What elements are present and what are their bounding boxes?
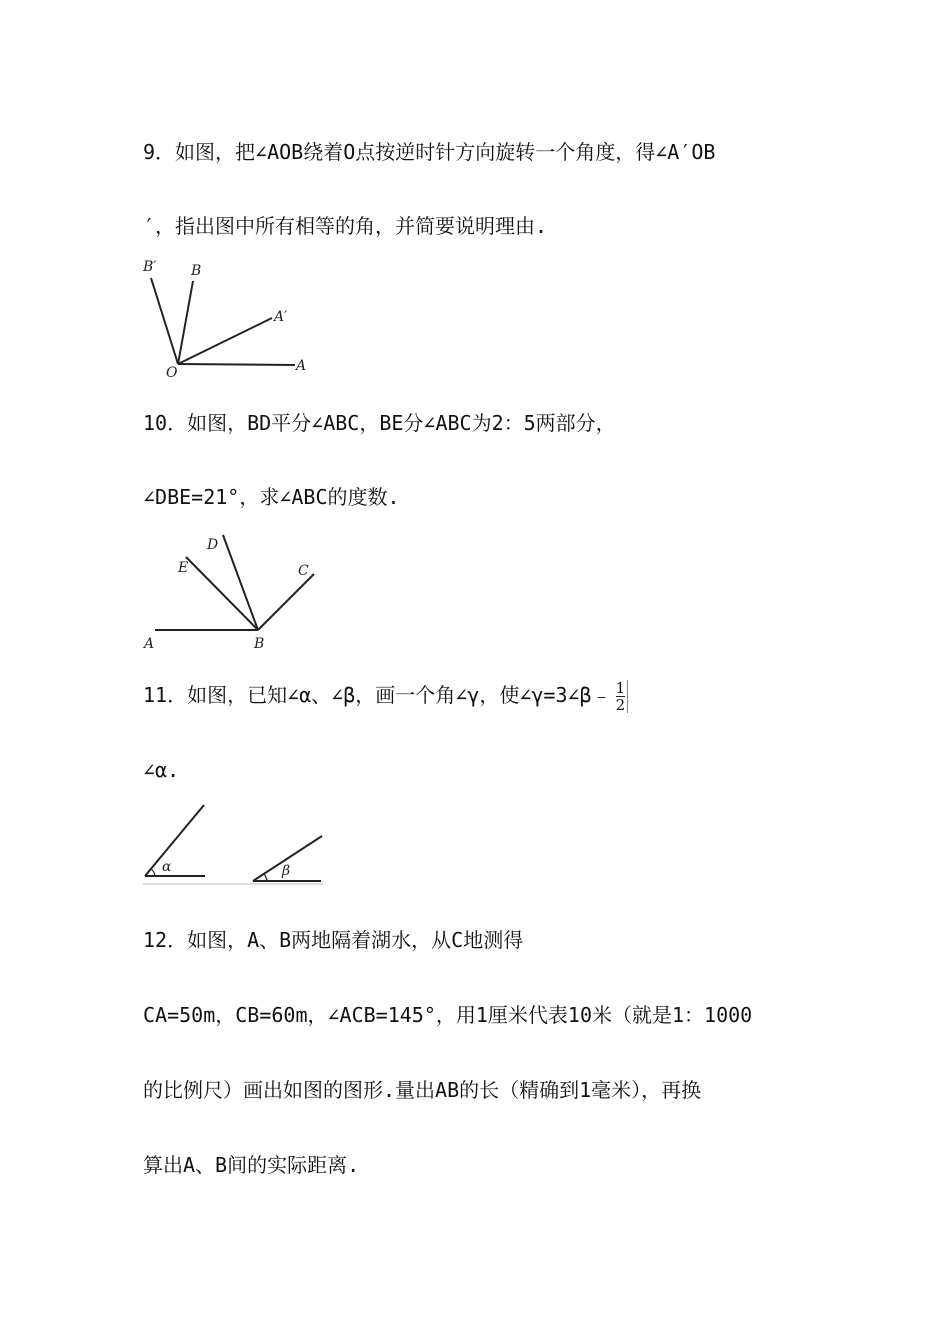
q12-line-4: 算出A、B间的实际距离. (143, 1153, 360, 1177)
fraction-one-half (614, 680, 629, 713)
q9-line-2: ′，指出图中所有相等的角，并简要说明理由. (143, 214, 548, 238)
label-beta: β (282, 863, 291, 879)
q9-rotation-diagram (140, 258, 320, 383)
fraction-numerator: 1 (615, 679, 626, 697)
q11-figure (143, 800, 328, 885)
ray-be (186, 557, 258, 630)
q11-line-2: ∠α. (143, 758, 180, 782)
ray-bd (223, 535, 258, 630)
ray-ob-prime (151, 278, 178, 364)
q12-line-1: 12．如图，A、B两地隔着湖水，从C地测得 (143, 928, 524, 952)
angle-alpha-ray (145, 805, 204, 876)
label-d: D (207, 537, 219, 553)
ray-oa-prime (178, 318, 272, 364)
q12-line-2: CA=50m，CB=60m，∠ACB=145°，用1厘米代表10米（就是1：1000 (143, 1003, 753, 1027)
q11-angles-diagram (143, 800, 328, 885)
label-a: A (296, 358, 307, 374)
q10-figure (143, 530, 328, 652)
q9-line-1: 9．如图，把∠AOB绕着O点按逆时针方向旋转一个角度，得∠A′OB (143, 140, 716, 164)
angle-beta-arc (264, 874, 267, 881)
fraction-denominator: 2 (615, 696, 626, 714)
label-b-prime: B′ (143, 259, 157, 275)
label-c: C (298, 563, 309, 579)
label-a-prime: A′ (274, 309, 288, 325)
label-alpha: α (162, 859, 172, 875)
label-b: B (191, 263, 202, 279)
label-b: B (254, 636, 265, 652)
ray-bc (258, 574, 314, 630)
q12-line-3: 的比例尺）画出如图的图形.量出AB的长（精确到1毫米），再换 (143, 1078, 702, 1102)
ray-ob (178, 281, 193, 364)
q11-line-1-text: 11．如图，已知∠α、∠β，画一个角∠γ，使∠γ=3∠β﹣ (143, 683, 612, 707)
q10-line-1: 10．如图，BD平分∠ABC，BE分∠ABC为2：5两部分， (143, 411, 616, 435)
q10-line-2: ∠DBE=21°，求∠ABC的度数. (143, 485, 400, 509)
label-o: O (166, 365, 178, 381)
q9-figure (140, 258, 320, 383)
q11-line-1 (143, 680, 628, 713)
ray-oa (178, 364, 295, 365)
angle-alpha-arc (151, 869, 155, 876)
label-e: E (178, 560, 189, 576)
label-a: A (144, 636, 155, 652)
q10-angle-diagram (143, 530, 328, 652)
